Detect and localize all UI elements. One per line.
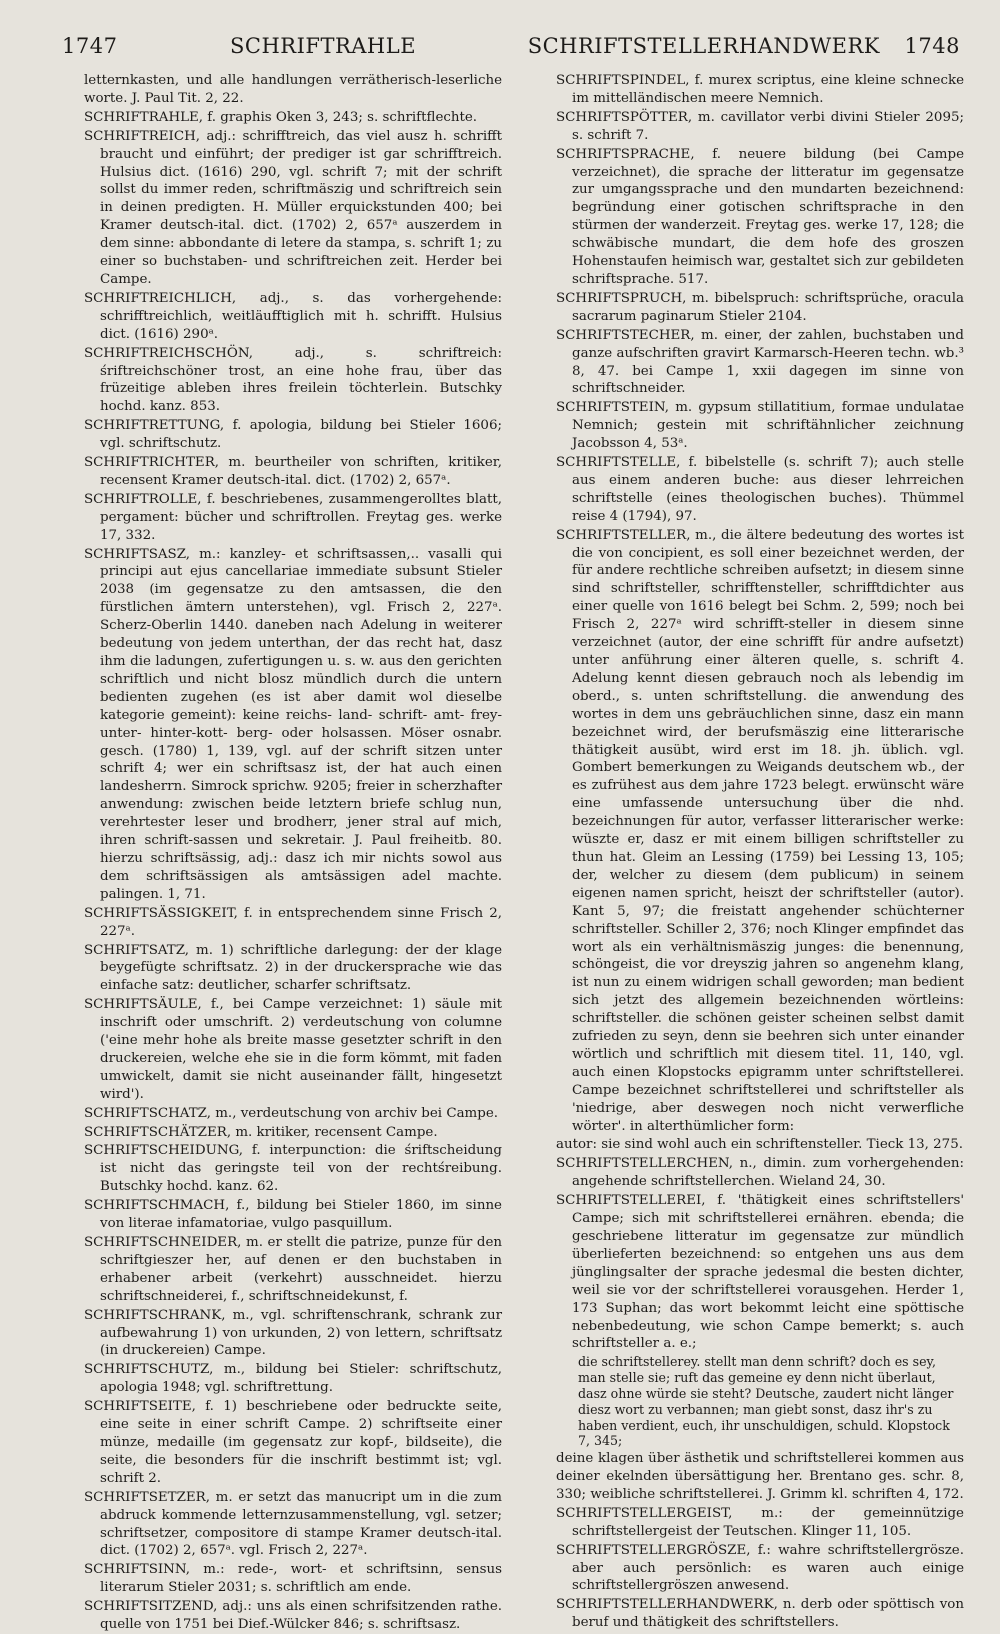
dictionary-entry: SCHRIFTSTELLER, m., die ältere bedeutung des wortes ist die von concipient, es soll einer bezeichnet werden, der für andere rechtliche schreiben aufsetzt; in diesem sinne sind schriftsteller, schrifftensteller, schrifftdichter aus einer quelle von 1616 belegt bei Schm. 2, 599; noch bei Frisch 2, 227ᵃ wird schrifft-steller in diesem sinne verzeichnet (autor, der eine schrifft für andre aufsetzt) unter anführung einer älteren quelle, s. schrift 4. Adelung kennt diesen gebrauch noch als lebendig im oberd., s. unten schriftstellung. die anwendung des wortes in dem uns gebräuchlichen sinne, dasz ein mann bezeichnet wird, der berufsmäszig eine litterarische thätigkeit ausübt, wird erst im 18. jh. üblich. vgl. Gombert bemerkungen zu Weigands deutschem wb., der es zufrühest aus dem jahre 1723 belegt. erwünscht wäre eine umfassende untersuchung über die nhd. bezeichnungen für autor, verfasser litterarischer werke: wüszte er, dasz er mit einem billigen schriftsteller zu thun hat. Gleim an Lessing (1759) bei Lessing 13, 105; der, welcher zu diesem (dem publicum) in seinem eigenen namen spricht, heiszt der schriftsteller (autor). Kant 5, 97; die freistatt angehender schüchterner schriftsteller. Schiller 2, 376; noch Klinger empfindet das wort als ein verhältnismäszig junges: die benennung, schöngeist, die vor dreyszig jahren so angenehm klang, ist nun zu einem widrigen schall geworden; man bedient sich jetzt des allgemein bezeichnenden wörtleins: schriftsteller. die schönen geister scheinen selbst damit zufrieden zu seyn, denn sie beehren sich unter einander wörtlich und schriftlich mit diesem titel. 11, 140, vgl. auch einen Klopstocks epigramm unter schriftstellerei. Campe bezeichnet schriftstellerei und schriftsteller als 'niedrige, aber deswegen noch nicht verwerfliche wörter'. in alterthümlicher form:	[556, 527, 964, 1134]
dictionary-entry: SCHRIFTSÄSSIGKEIT, f. in entsprechendem sinne Frisch 2, 227ᵃ.	[84, 905, 502, 939]
dictionary-entry: SCHRIFTSTECHER, m. einer, der zahlen, buchstaben und ganze aufschriften gravirt Karmarsch-Heeren techn. wb.³ 8, 47. bei Campe 1, xxii dagegen im sinne von schriftschneider.	[556, 327, 964, 397]
dictionary-entry: SCHRIFTRAHLE, f. graphis Oken 3, 243; s. schriftflechte.	[84, 109, 478, 125]
left-column	[84, 72, 502, 1633]
dictionary-entry: SCHRIFTSPINDEL, f. murex scriptus, eine kleine schnecke im mittelländischen meere Nemnich.	[556, 73, 964, 106]
dictionary-entry: SCHRIFTREICHSCHÖN, adj., s. schriftreich: śriftreichschöner trost, an eine hohe frau, über das früzeitige ableben ihres freilein töchterlein. Butschky hochd. kanz. 853.	[84, 345, 502, 415]
dictionary-entry: SCHRIFTROLLE, f. beschriebenes, zusammengerolltes blatt, pergament: bücher und schriftrollen. Freytag ges. werke 17, 332.	[84, 491, 502, 543]
dictionary-entry: SCHRIFTSPRACHE, f. neuere bildung (bei Campe verzeichnet), die sprache der litteratur im gegensatze zur umgangssprache und den mundarten bezeichnend: begründung einer gotischen schriftsprache in den stürmen der wanderzeit. Freytag ges. werke 17, 128; die schwäbische mundart, die dem hofe des groszen Hohenstaufen heimisch war, gestaltet sich zur gebildeten schriftsprache. 517.	[556, 146, 964, 287]
dictionary-entry: SCHRIFTSATZ, m. 1) schriftliche darlegung: der der klage beygefügte schriftsatz. 2) in der druckersprache wie das einfache satz: deutlicher, scharfer schriftsatz.	[84, 942, 502, 994]
dictionary-entry: letternkasten, und alle handlungen verrätherisch-leserliche worte. J. Paul Tit. 2, 22.	[84, 73, 502, 106]
dictionary-entry: SCHRIFTSITZEND, adj.: uns als einen schrifsitzenden rathe. quelle von 1751 bei Dief.-Wülcker 846; s. schriftsasz.	[84, 1599, 502, 1633]
quotation: die schriftstellerey. stellt man denn schrift? doch es sey, man stelle sie; ruft das gemeine ey denn nicht überlaut, dasz ohne würde sie steht? Deutsche, zaudert nicht länger diesz wort zu verbannen; man giebt sonst, dasz ihr's zu haben verdient, euch, ihr unschuldigen, schuld. Klopstock 7, 345;	[578, 1354, 954, 1449]
running-head-right: SCHRIFTSTELLERHANDWERK	[527, 34, 880, 58]
dictionary-entry: SCHRIFTSCHRANK, m., vgl. schriftenschrank, schrank zur aufbewahrung 1) von urkunden, 2) von lettern, schriftsatz (in druckereien) Campe.	[84, 1307, 502, 1359]
dictionary-entry: SCHRIFTSTELLERGRÖSZE, f.: wahre schriftstellergrösze. aber auch persönlich: es waren auch einige schriftstellergröszen anwesend.	[556, 1542, 964, 1594]
dictionary-entry: SCHRIFTSPRUCH, m. bibelspruch: schriftsprüche, oracula sacrarum paginarum Stieler 2104.	[556, 290, 964, 324]
dictionary-entry: SCHRIFTRETTUNG, f. apologia, bildung bei Stieler 1606; vgl. schriftschutz.	[84, 418, 502, 452]
dictionary-entry: SCHRIFTREICHLICH, adj., s. das vorhergehende: schrifftreichlich, weitläufftiglich mit h. schrifft. Hulsius dict. (1616) 290ᵃ.	[84, 290, 502, 342]
dictionary-entry: SCHRIFTSEITE, f. 1) beschriebene oder bedruckte seite, eine seite in einer schrift Campe. 2) schriftseite einer münze, medaille (im gegensatz zur kopf-, bildseite), die seite, die besonders für die inschrift bestimmt ist; vgl. schrift 2.	[84, 1399, 502, 1486]
dictionary-entry: SCHRIFTRICHTER, m. beurtheiler von schriften, kritiker, recensent Kramer deutsch-ital. dict. (1702) 2, 657ᵃ.	[84, 455, 502, 488]
page-number-right: 1748	[904, 34, 960, 58]
dictionary-entry: SCHRIFTSCHATZ, m., verdeutschung von archiv bei Campe.	[84, 1105, 499, 1121]
page-number-left: 1747	[62, 34, 118, 58]
dictionary-entry: SCHRIFTSÄULE, f., bei Campe verzeichnet: 1) säule mit inschrift oder umschrift. 2) verdeutschung von columne ('eine mehr hohe als breite masse gesetzter schrift in den druckereien, welche ehe sie in die form kömmt, mit faden umwickelt, damit sie nicht auseinander fällt, hingesetzt wird').	[84, 997, 502, 1102]
dictionary-entry: SCHRIFTSPÖTTER, m. cavillator verbi divini Stieler 2095; s. schrift 7.	[556, 109, 964, 143]
dictionary-entry: SCHRIFTSTELLERHANDWERK, n. derb oder spöttisch von beruf und thätigkeit des schriftstellers.	[556, 1597, 964, 1631]
dictionary-entry: SCHRIFTSTEIN, m. gypsum stillatitium, formae undulatae Nemnich; gestein mit schriftähnlicher zeichnung Jacobsson 4, 53ᵃ.	[556, 400, 964, 452]
dictionary-entry: SCHRIFTSCHEIDUNG, f. interpunction: die śriftscheidung ist nicht das geringste teil von der rechtśreibung. Butschky hochd. kanz. 62.	[84, 1143, 502, 1195]
dictionary-entry: SCHRIFTSTELLEREI, f. 'thätigkeit eines schriftstellers' Campe; sich mit schriftstellerei ernähren. ebenda; die geschriebene litteratur im gegensatze zur mündlich überlieferten bezeichnend: so entgehen uns aus dem jünglingsalter der sprache jedesmal die besten dichter, weil sie vor der schriftstellerei vorausgehen. Herder 1, 173 Suphan; das wort bekommt leicht eine spöttische nebenbedeutung, wie schon Campe bemerkt; s. auch schriftsteller a. e.;	[556, 1193, 964, 1352]
dictionary-entry: SCHRIFTSTELLE, f. bibelstelle (s. schrift 7); auch stelle aus einem anderen buche: aus dieser lehrreichen schriftstelle (eines theologischen buches). Thümmel reise 4 (1794), 97.	[556, 455, 964, 524]
dictionary-entry: SCHRIFTSCHNEIDER, m. er stellt die patrize, punze für den schriftgieszer her, auf denen er den buchstaben in erhabener arbeit (verkehrt) ausschneidet. hierzu schriftschneiderei, f., schriftschneidekunst, f.	[84, 1235, 502, 1304]
right-column	[556, 72, 964, 1631]
dictionary-entry: SCHRIFTSTELLERGEIST, m.: der gemeinnützige schriftstellergeist der Teutschen. Klinger 11, 105.	[556, 1505, 964, 1539]
dictionary-entry: autor: sie sind wohl auch ein schriftensteller. Tieck 13, 275.	[556, 1137, 963, 1153]
dictionary-entry: SCHRIFTSCHMACH, f., bildung bei Stieler 1860, im sinne von literae infamatoriae, vulgo pasquillum.	[84, 1198, 502, 1232]
page-header	[62, 34, 960, 68]
dictionary-entry: SCHRIFTSTELLERCHEN, n., dimin. zum vorhergehenden: angehende schriftstellerchen. Wieland 24, 30.	[556, 1156, 964, 1190]
dictionary-entry: SCHRIFTSETZER, m. er setzt das manucript um in die zum abdruck kommende letternzusammenstellung, vgl. setzer; schriftsetzer, compositore di stampe Kramer deutsch-ital. dict. (1702) 2, 657ᵃ. vgl. Frisch 2, 227ᵃ.	[84, 1489, 502, 1559]
running-head-left: SCHRIFTRAHLE	[230, 34, 417, 58]
dictionary-entry: SCHRIFTSASZ, m.: kanzley- et schriftsassen,.. vasalli qui principi aut ejus cancellariae immediate subsunt Stieler 2038 (im gegensatze zu den amtsassen, die den fürstlichen ämtern unterstehen), vgl. Frisch 2, 227ᵃ. Scherz-Oberlin 1440. daneben nach Adelung in weiterer bedeutung von jedem unterthan, der das recht hat, dasz ihm die ladungen, zufertigungen u. s. w. aus den gerichten schriftlich und nicht blosz mündlich durch die untern bedienten zugehen (es ist aber damit wol dieselbe kategorie gemeint): keine reichs- land- schrift- amt- frey- unter- hinter-kott- berg- oder holsassen. Möser osnabr. gesch. (1780) 1, 139, vgl. auf der schrift sitzen unter schrift 4; wer ein schriftsasz ist, der hat auch einen landesherrn. Simrock sprichw. 9205; freier in scherzhafter anwendung: zwischen beide letztern briefe schlug nun, verehrtester leser und brodherr, jener stral auf mich, ihren schrift-sassen und sekretair. J. Paul freiheitb. 80. hierzu schriftsässig, adj.: dasz ich mir nichts sowol aus dem schriftsässigen als amtsässigen adel machte. palingen. 1, 71.	[84, 546, 502, 902]
dictionary-entry: SCHRIFTSINN, m.: rede-, wort- et schriftsinn, sensus literarum Stieler 2031; s. schriftlich am ende.	[84, 1562, 502, 1596]
dictionary-entry: SCHRIFTSCHUTZ, m., bildung bei Stieler: schriftschutz, apologia 1948; vgl. schriftrettung.	[84, 1362, 502, 1396]
dictionary-entry: SCHRIFTSCHÄTZER, m. kritiker, recensent Campe.	[84, 1124, 438, 1140]
dictionary-entry: SCHRIFTREICH, adj.: schrifftreich, das viel ausz h. schrifft braucht und einführt; der prediger ist gar schrifftreich. Hulsius dict. (1616) 290, vgl. schrift 7; mit der schrift sollst du immer reden, schriftmäszig und schriftreich sein in deinen predigten. H. Müller erquickstunden 400; bei Kramer deutsch-ital. dict. (1702) 2, 657ᵃ auszerdem in dem sinne: abbondante di letere da stampa, s. schrift 1; zu einer so buchstaben- und schriftreichen zeit. Herder bei Campe.	[84, 128, 502, 287]
dictionary-entry: deine klagen über ästhetik und schriftstellerei kommen aus deiner ekelnden übersättigung her. Brentano ges. schr. 8, 330; weibliche schriftstellerei. J. Grimm kl. schriften 4, 172.	[556, 1451, 964, 1502]
